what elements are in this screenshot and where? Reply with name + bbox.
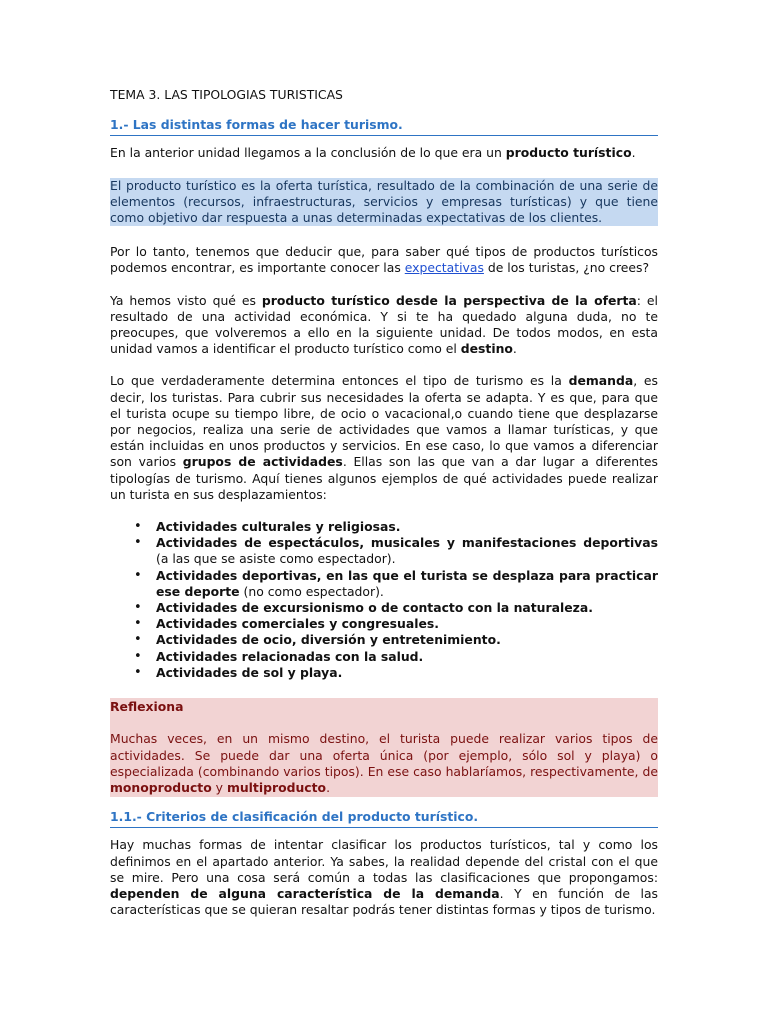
document-title: TEMA 3. LAS TIPOLOGIAS TURISTICAS — [110, 87, 343, 102]
expectativas-link[interactable]: expectativas — [404, 260, 484, 276]
offer-end: . — [512, 341, 517, 357]
demand-bold-a: demanda — [568, 373, 634, 389]
classification-bold: dependen de alguna característica de la demanda — [110, 885, 500, 901]
section-heading-1-1: 1.1.- Criterios de clasificación del producto turístico. — [110, 809, 658, 828]
list-item — [156, 600, 658, 616]
activity-bold: Actividades de sol y playa. — [156, 664, 343, 680]
activity-bold: Actividades comerciales y congresuales. — [156, 616, 439, 632]
reflexiona-bold-b: multiproducto — [226, 779, 327, 795]
activities-list — [110, 519, 658, 681]
offer-bold-a: producto turístico desde la perspectiva de la oferta — [261, 292, 637, 308]
reflexiona-text-a: Muchas veces, en un mismo destino, el turista puede realizar varios tipos de actividades. Se puede dar una oferta única (por ejemplo, sólo sol y playa) o especializada (combinando varios tipos). En ese caso hablaríamos, respectivamente, de — [110, 731, 658, 779]
reflexiona-title: Reflexiona — [110, 699, 184, 715]
expectations-text: Por lo tanto, tenemos que deducir que, para saber qué tipos de productos turísticos podemos encontrar, es importante conocer las — [110, 244, 658, 276]
activity-bold: Actividades de excursionismo o de contacto con la naturaleza. — [156, 600, 593, 616]
activity-bold: Actividades relacionadas con la salud. — [156, 648, 424, 664]
list-item — [156, 568, 658, 600]
reflexiona-end: . — [326, 779, 331, 795]
demand-text-b: , es decir, los turistas. Para cubrir sus necesidades la oferta se adapta. Y es que, para que el turista ocupe su tiempo libre, de ocio o vacacional,o cuando tiene que desplazarse por negocios, realiza una serie de actividades que vamos a llamar turísticas, y que están incluidas en unos productos y servicios. En ese caso, lo que vamos a diferenciar son varios — [110, 373, 658, 470]
list-item — [156, 632, 658, 648]
definition-box: El producto turístico es la oferta turística, resultado de la combinación de una serie de elementos (recursos, infraestructuras, servicios y empresas turísticas) y que tiene como objetivo dar respuesta a unas determinadas expectativas de los clientes. — [110, 177, 658, 226]
offer-text-a: Ya hemos visto qué es — [110, 292, 262, 308]
list-item — [156, 665, 658, 681]
offer-paragraph — [110, 293, 658, 358]
intro-bold-term: producto turístico — [505, 145, 632, 161]
reflexiona-text-b: y — [211, 779, 227, 795]
expectations-paragraph — [110, 244, 658, 276]
list-item — [156, 519, 658, 535]
classification-text-a: Hay muchas formas de intentar clasificar los productos turísticos, tal y como los definimos en el apartado anterior. Ya sabes, la realidad depende del cristal con el que se mire. Pero una cosa será común a todas las clasificaciones que propongamos: — [110, 837, 658, 885]
activity-bold: Actividades deportivas, en las que el turista se desplaza para practicar ese deporte — [156, 567, 658, 599]
list-item — [156, 616, 658, 632]
reflexiona-box — [110, 698, 658, 797]
activity-rest: (no como espectador). — [239, 583, 384, 599]
reflexiona-text — [110, 731, 658, 796]
activity-bold: Actividades de espectáculos, musicales y manifestaciones deportivas — [156, 535, 658, 551]
classification-end: . Y en función de las características que se quieran resaltar podrás tener distintas formas y tipos de turismo. — [110, 885, 658, 918]
activity-bold: Actividades de ocio, diversión y entretenimiento. — [156, 632, 501, 648]
reflexiona-bold-a: monoproducto — [110, 779, 212, 795]
demand-paragraph — [110, 373, 658, 503]
intro-paragraph — [110, 145, 658, 161]
activity-rest: (a las que se asiste como espectador). — [156, 551, 396, 567]
intro-end: . — [631, 145, 636, 161]
list-item — [156, 649, 658, 665]
classification-paragraph — [110, 837, 658, 918]
offer-text-b: : el resultado de una actividad económica. Y si te ha quedado alguna duda, no te preocupes, que volveremos a ello en la siguiente unidad. De todos modos, en esta unidad vamos a identificar el producto turístico como el — [110, 292, 658, 357]
expectations-end: de los turistas, ¿no crees? — [483, 260, 650, 276]
activity-bold: Actividades culturales y religiosas. — [156, 519, 401, 535]
demand-end: . Ellas son las que van a dar lugar a diferentes tipologías de turismo. Aquí tienes algunos ejemplos de qué actividades puede realizar un turista en sus desplazamientos: — [110, 454, 659, 502]
demand-bold-b: grupos de actividades — [182, 454, 343, 470]
intro-text: En la anterior unidad llegamos a la conclusión de lo que era un — [110, 145, 506, 161]
demand-text-a: Lo que verdaderamente determina entonces el tipo de turismo es la — [110, 373, 569, 389]
document-body — [110, 87, 658, 918]
offer-bold-b: destino — [460, 341, 513, 357]
section-heading-1: 1.- Las distintas formas de hacer turismo. — [110, 117, 658, 136]
list-item — [156, 535, 658, 567]
